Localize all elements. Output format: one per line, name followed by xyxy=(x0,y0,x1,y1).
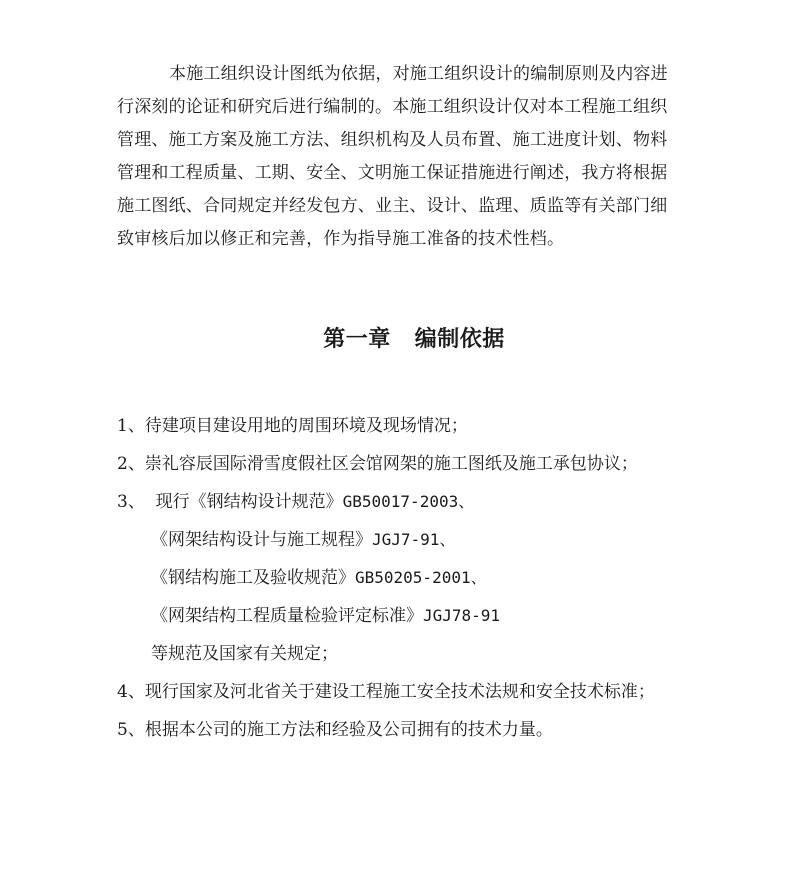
standard-name: 《网架结构工程质量检验评定标准》 xyxy=(151,606,423,626)
intro-line: 本施工组织设计图纸为依据，对施工组织设计的编制原则及内容进 xyxy=(169,64,668,84)
basis-list xyxy=(117,407,757,749)
standard-name: 《网架结构设计与施工规程》 xyxy=(151,530,372,550)
intro-line: 致审核后加以修正和完善，作为指导施工准备的技术性档。 xyxy=(117,229,565,249)
standard-code: JGJ78-91 xyxy=(423,606,501,625)
chapter-title: 编制依据 xyxy=(414,326,505,352)
standard-code: JGJ7-91、 xyxy=(372,530,456,549)
list-item xyxy=(117,521,757,559)
standard-name: 3、 现行《钢结构设计规范》 xyxy=(117,492,343,512)
list-item: 1、待建项目建设用地的周围环境及现场情况； xyxy=(117,416,468,436)
list-item xyxy=(117,559,757,597)
intro-line: 管理、施工方案及施工方法、组织机构及人员布置、施工进度计划、物料 xyxy=(117,130,668,150)
intro-paragraph xyxy=(117,58,717,256)
list-item: 4、现行国家及河北省关于建设工程施工安全技术法规和安全技术标准； xyxy=(117,682,655,702)
list-item xyxy=(117,597,757,635)
intro-line: 施工图纸、合同规定并经发包方、业主、设计、监理、质监等有关部门细 xyxy=(117,196,668,216)
list-item: 2、崇礼容辰国际滑雪度假社区会馆网架的施工图纸及施工承包协议； xyxy=(117,454,638,474)
standard-code: GB50205-2001、 xyxy=(355,568,487,587)
intro-line: 行深刻的论证和研究后进行编制的。本施工组织设计仅对本工程施工组织 xyxy=(117,97,668,117)
chapter-number: 第一章 xyxy=(323,326,391,352)
list-item: 5、根据本公司的施工方法和经验及公司拥有的技术力量。 xyxy=(117,720,553,740)
intro-line: 管理和工程质量、工期、安全、文明施工保证措施进行阐述，我方将根据 xyxy=(117,163,668,183)
standard-name: 《钢结构施工及验收规范》 xyxy=(151,568,355,588)
list-item xyxy=(117,483,757,521)
list-item: 等规范及国家有关规定； xyxy=(151,644,338,664)
standard-code: GB50017-2003、 xyxy=(342,492,475,511)
chapter-heading xyxy=(0,322,794,353)
